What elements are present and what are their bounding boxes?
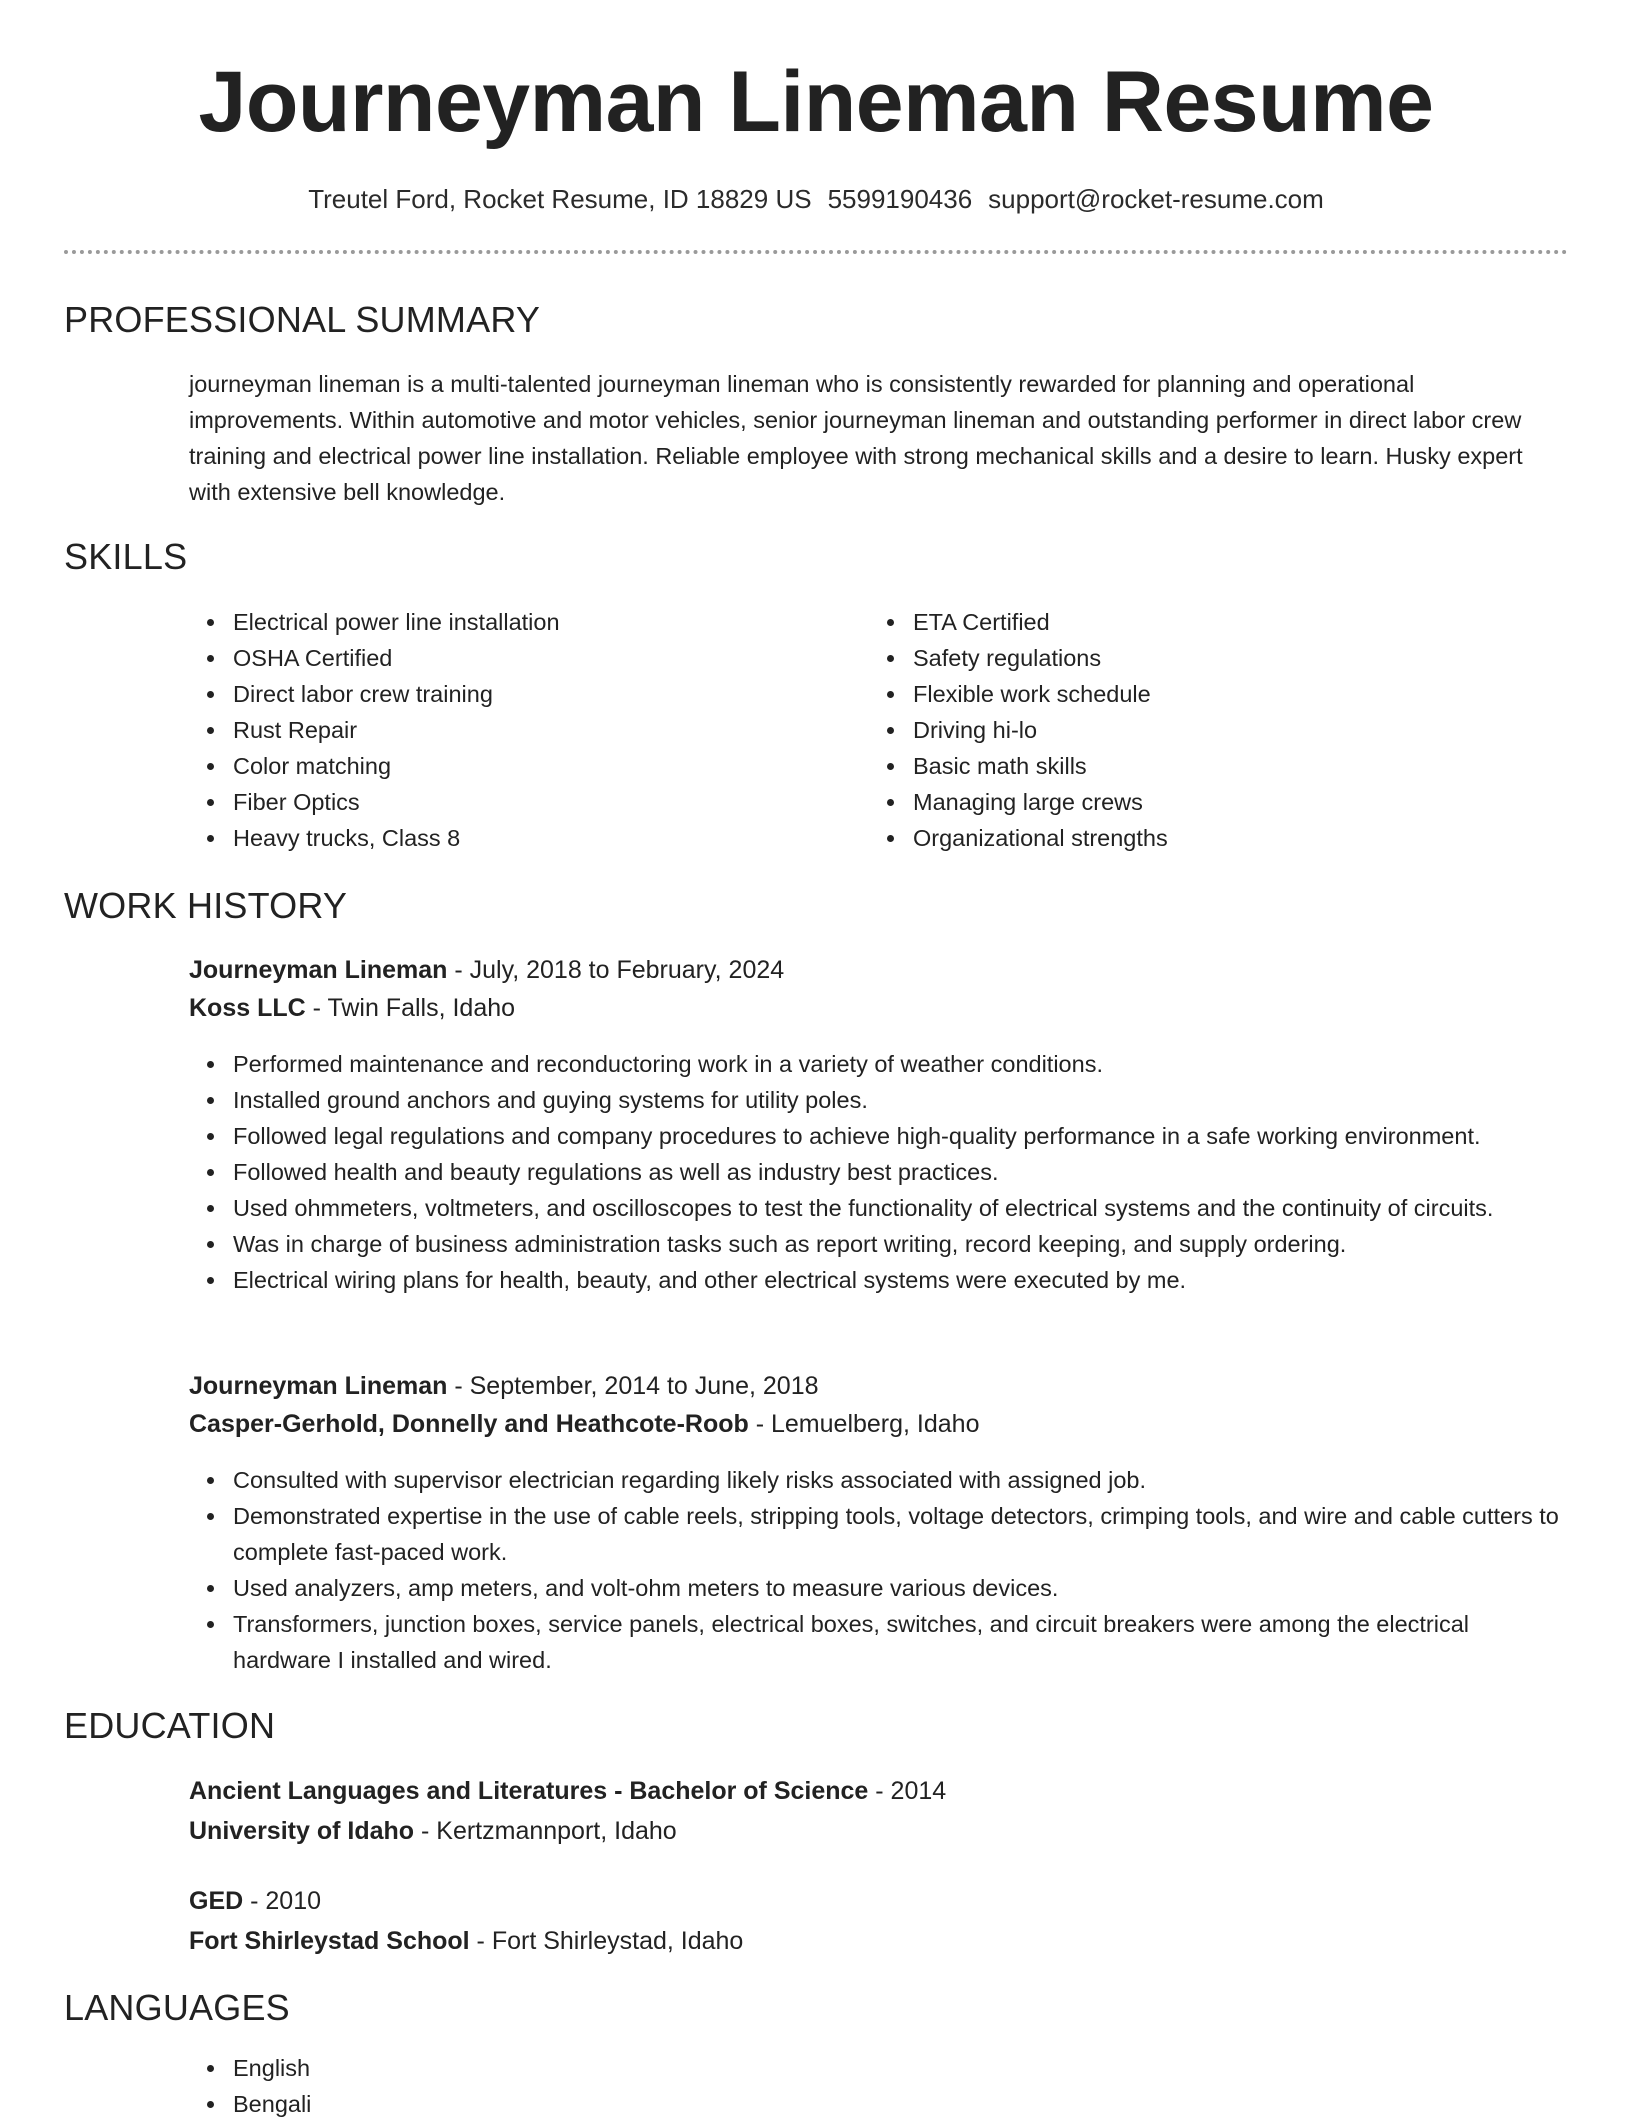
skills-list-right — [869, 604, 1509, 856]
header-divider — [64, 250, 1568, 254]
education-school-line — [189, 1922, 743, 1960]
skill-item: Rust Repair — [189, 712, 829, 748]
skill-item: Color matching — [189, 748, 829, 784]
job-dates: - September, 2014 to June, 2018 — [447, 1372, 819, 1400]
job-duty: Electrical wiring plans for health, beauty, and other electrical systems were executed by me. — [189, 1262, 1569, 1298]
skill-item: Driving hi-lo — [869, 712, 1509, 748]
job-title: Journeyman Lineman — [189, 1372, 448, 1400]
skills-heading: SKILLS — [64, 536, 188, 577]
language-item: English — [189, 2050, 789, 2086]
job-duties-list — [189, 1462, 1569, 1678]
education-degree: Ancient Languages and Literatures - Bachelor of Science — [189, 1777, 869, 1805]
education-heading: EDUCATION — [64, 1705, 276, 1746]
education-school: University of Idaho — [189, 1817, 415, 1845]
job-title-line — [189, 1367, 819, 1405]
summary-heading: PROFESSIONAL SUMMARY — [64, 299, 541, 340]
skill-item: Heavy trucks, Class 8 — [189, 820, 829, 856]
skill-item: ETA Certified — [869, 604, 1509, 640]
job-duty: Installed ground anchors and guying systems for utility poles. — [189, 1082, 1569, 1118]
education-school: Fort Shirleystad School — [189, 1927, 470, 1955]
skills-list-left — [189, 604, 829, 856]
skill-item: Fiber Optics — [189, 784, 829, 820]
education-year: - 2010 — [243, 1887, 322, 1915]
resume-title: Journeyman Lineman Resume — [198, 54, 1434, 150]
contact-address: Treutel Ford, Rocket Resume, ID 18829 US — [308, 184, 812, 214]
job-duty: Followed health and beauty regulations as well as industry best practices. — [189, 1154, 1569, 1190]
job-duty: Was in charge of business administration tasks such as report writing, record keeping, and supply ordering. — [189, 1226, 1569, 1262]
job-title: Journeyman Lineman — [189, 956, 448, 984]
contact-phone[interactable]: 5599190436 — [827, 184, 973, 214]
job-location: - Lemuelberg, Idaho — [748, 1410, 980, 1438]
job-duties-list — [189, 1046, 1569, 1298]
contact-email[interactable]: support@rocket-resume.com — [988, 184, 1324, 214]
contact-line — [0, 178, 1632, 220]
skill-item: Organizational strengths — [869, 820, 1509, 856]
education-year: - 2014 — [868, 1777, 947, 1805]
job-location: - Twin Falls, Idaho — [305, 994, 516, 1022]
job-duty: Consulted with supervisor electrician regarding likely risks associated with assigned job. — [189, 1462, 1569, 1498]
skill-item: Flexible work schedule — [869, 676, 1509, 712]
job-company-line — [189, 989, 515, 1027]
job-duty: Followed legal regulations and company procedures to achieve high-quality performance in a safe working environment. — [189, 1118, 1569, 1154]
work-history-heading: WORK HISTORY — [64, 885, 348, 926]
job-company: Casper-Gerhold, Donnelly and Heathcote-Roob — [189, 1410, 749, 1438]
education-school-line — [189, 1812, 677, 1850]
skill-item: Managing large crews — [869, 784, 1509, 820]
skill-item: OSHA Certified — [189, 640, 829, 676]
languages-list — [189, 2050, 789, 2122]
summary-text: journeyman lineman is a multi-talented journeyman lineman who is consistently rewarded for planning and operational improvements. Within automotive and motor vehicles, senior journeyman lineman and outstanding performer in direct labor crew training and electrical power line installation. Reliable employee with strong mechanical skills and a desire to learn. Husky expert with extensive bell knowledge. — [189, 371, 1523, 505]
skill-item: Safety regulations — [869, 640, 1509, 676]
education-location: - Kertzmannport, Idaho — [414, 1817, 677, 1845]
job-duty: Used ohmmeters, voltmeters, and oscilloscopes to test the functionality of electrical systems and the continuity of circuits. — [189, 1190, 1569, 1226]
education-degree: GED — [189, 1887, 244, 1915]
education-degree-line — [189, 1772, 946, 1810]
job-company: Koss LLC — [189, 994, 306, 1022]
skill-item: Electrical power line installation — [189, 604, 829, 640]
job-dates: - July, 2018 to February, 2024 — [447, 956, 785, 984]
skill-item: Basic math skills — [869, 748, 1509, 784]
skill-item: Direct labor crew training — [189, 676, 829, 712]
education-degree-line — [189, 1882, 321, 1920]
education-location: - Fort Shirleystad, Idaho — [469, 1927, 744, 1955]
language-item: Bengali — [189, 2086, 789, 2122]
languages-heading: LANGUAGES — [64, 1987, 290, 2028]
job-duty: Used analyzers, amp meters, and volt-ohm meters to measure various devices. — [189, 1570, 1569, 1606]
job-duty: Performed maintenance and reconductoring work in a variety of weather conditions. — [189, 1046, 1569, 1082]
job-duty: Demonstrated expertise in the use of cable reels, stripping tools, voltage detectors, crimping tools, and wire and cable cutters to complete fast-paced work. — [189, 1498, 1569, 1570]
job-duty: Transformers, junction boxes, service panels, electrical boxes, switches, and circuit breakers were among the electrical hardware I installed and wired. — [189, 1606, 1569, 1678]
job-title-line — [189, 951, 784, 989]
job-company-line — [189, 1405, 979, 1443]
